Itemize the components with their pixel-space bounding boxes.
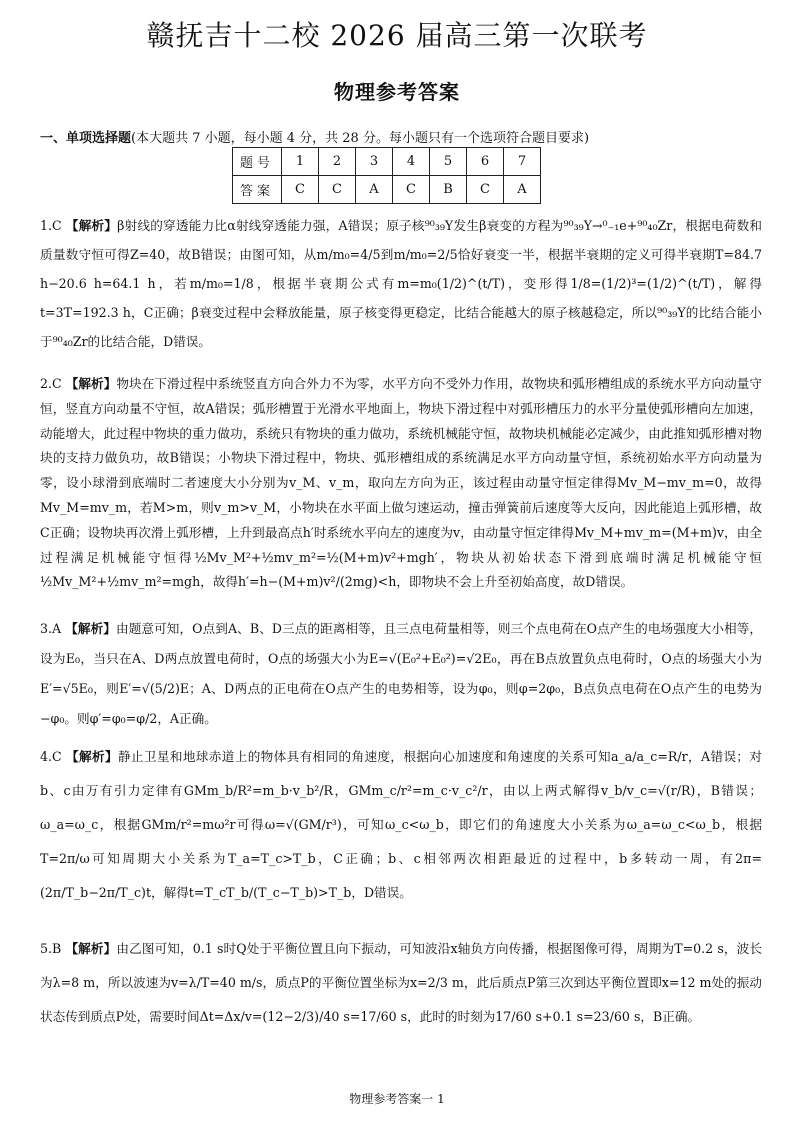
table-cell: A bbox=[504, 176, 541, 204]
question-explanation: 静止卫星和地球赤道上的物体具有相同的角速度，根据向心加速度和角速度的关系可知a_a/a_c=R/r，A错误；对b、c由万有引力定律有GMm_b/R²=m_b·v_b²/R，GMm_c/r²=m_c·v_c²/r，由以上两式解得v_b/v_c=√(r/R)，B错误；ω_a=ω_c，根据GMm/r²=mω²r可得ω=√(GM/r³)，可知ω_c<ω_b，即它们的角速度大小关系为ω_a=ω_c<ω_b，根据T=2π/ω可知周期大小关系为T_a=T_c>T_b，C正确；b、c相邻两次相距最近的过程中，b多转动一周，有2π=(2π/T_b−2π/T_c)t，解得t=T_cT_b/(T_c−T_b)>T_b，D错误。 bbox=[40, 749, 763, 900]
question-2 bbox=[40, 372, 762, 595]
analysis-tag: 【解析】 bbox=[65, 218, 118, 233]
question-number: 1.C bbox=[40, 218, 62, 233]
table-cell: 7 bbox=[504, 148, 541, 176]
exam-title: 赣抚吉十二校 2026 届高三第一次联考 bbox=[146, 19, 648, 52]
question-5 bbox=[40, 932, 762, 1034]
table-cell: 1 bbox=[282, 148, 319, 176]
table-cell: 4 bbox=[393, 148, 430, 176]
answer-subtitle: 物理参考答案 bbox=[334, 80, 460, 104]
question-number: 4.C bbox=[40, 749, 62, 764]
question-number: 2.C bbox=[40, 376, 62, 391]
question-4 bbox=[40, 740, 762, 910]
answer-table-row-answers bbox=[233, 176, 541, 204]
page-footer: 物理参考答案一 1 bbox=[349, 1092, 445, 1106]
answer-table-header: 题号 bbox=[233, 148, 282, 176]
analysis-tag: 【解析】 bbox=[65, 376, 117, 391]
table-cell: C bbox=[282, 176, 319, 204]
question-explanation: 由乙图可知，0.1 s时Q处于平衡位置且向下振动，可知波沿x轴负方向传播，根据图像可得，周期为T=0.2 s，波长为λ=8 m，所以波速为v=λ/T=40 m/s，质点P的平衡位置坐标为x=2/3 m，此后质点P第三次到达平衡位置即x=12 m处的振动状态传到质点P处，需要时间Δt=Δx/v=(12−2/3)/40 s=17/60 s，此时的时刻为17/60 s+0.1 s=23/60 s，B正确。 bbox=[40, 941, 762, 1024]
table-cell: 3 bbox=[356, 148, 393, 176]
section-note: (本大题共 7 小题，每小题 4 分，共 28 分。每小题只有一个选项符合题目要求) bbox=[131, 131, 590, 146]
table-cell: B bbox=[430, 176, 467, 204]
question-explanation: 由题意可知，O点到A、B、D三点的距离相等，且三点电荷量相等，则三个点电荷在O点产生的电场强度大小相等，设为E₀，当只在A、D两点放置电荷时，O点的场强大小为E=√(E₀²+E₀²)=√2E₀，再在B点放置负点电荷时，O点的场强大小为E′=√5E₀，则E′=√(5/2)E；A、D两点的正电荷在O点产生的电势相等，设为φ₀，则φ=2φ₀，B点负点电荷在O点产生的电势为−φ₀。则φ′=φ₀=φ/2，A正确。 bbox=[40, 621, 762, 726]
analysis-tag: 【解析】 bbox=[66, 749, 118, 764]
table-cell: 6 bbox=[467, 148, 504, 176]
table-cell: A bbox=[356, 176, 393, 204]
question-number: 5.B bbox=[40, 941, 62, 956]
answer-table bbox=[232, 147, 541, 204]
answer-table-row-numbers bbox=[233, 148, 541, 176]
analysis-tag: 【解析】 bbox=[65, 621, 116, 636]
answer-table-header: 答案 bbox=[233, 176, 282, 204]
question-explanation: 物块在下滑过程中系统竖直方向合外力不为零，水平方向不受外力作用，故物块和弧形槽组成的系统水平方向动量守恒，竖直方向动量不守恒，故A错误；弧形槽置于光滑水平地面上，物块下滑过程中对弧形槽压力的水平分量使弧形槽向左加速，动能增大，此过程中物块的重力做功，系统只有物块的重力做功，系统机械能守恒，故物块机械能必定减少，由此推知弧形槽对物块的支持力做负功，故B错误；小物块下滑过程中，物块、弧形槽组成的系统满足水平方向动量守恒，系统初始水平方向动量为零，设小球滑到底端时二者速度大小分别为v_M、v_m，取向左方向为正，该过程由动量守恒定律得Mv_M−mv_m=0，故得Mv_M=mv_m，若M>m，则v_m>v_M，小物块在水平面上做匀速运动，撞击弹簧前后速度等大反向，因此能追上弧形槽，故C正确；设物块再次滑上弧形槽，上升到最高点h′时系统水平向左的速度为v，由动量守恒定律得Mv_M+mv_m=(M+m)v，由全过程满足机械能守恒得½Mv_M²+½mv_m²=½(M+m)v²+mgh′，物块从初始状态下滑到底端时满足机械能守恒½Mv_M²+½mv_m²=mgh，故得h′=h−(M+m)v²/(2mg)<h，即物块不会上升至初始高度，故D错误。 bbox=[40, 376, 763, 590]
analysis-tag: 【解析】 bbox=[65, 941, 117, 956]
question-1 bbox=[40, 211, 762, 356]
table-cell: 2 bbox=[319, 148, 356, 176]
table-cell: C bbox=[393, 176, 430, 204]
table-cell: 5 bbox=[430, 148, 467, 176]
section-title: 一、单项选择题 bbox=[40, 131, 132, 146]
question-number: 3.A bbox=[40, 621, 62, 636]
table-cell: C bbox=[467, 176, 504, 204]
question-explanation: β射线的穿透能力比α射线穿透能力强，A错误；原子核⁹⁰₃₉Y发生β衰变的方程为⁹⁰₃₉Y→⁰₋₁e+⁹⁰₄₀Zr，根据电荷数和质量数守恒可得Z=40，故B错误；由图可知，从m/m₀=4/5到m/m₀=2/5恰好衰变一半，根据半衰期的定义可得半衰期T=84.7 h−20.6 h=64.1 h，若m/m₀=1/8，根据半衰期公式有m=m₀(1/2)^(t/T)，变形得1/8=(1/2)³=(1/2)^(t/T)，解得t=3T=192.3 h，C正确；β衰变过程中会释放能量，原子核变得更稳定，比结合能越大的原子核越稳定，所以⁹⁰₃₉Y的比结合能小于⁹⁰₄₀Zr的比结合能，D错误。 bbox=[40, 218, 762, 349]
section-heading bbox=[40, 127, 589, 146]
question-3 bbox=[40, 614, 762, 734]
table-cell: C bbox=[319, 176, 356, 204]
